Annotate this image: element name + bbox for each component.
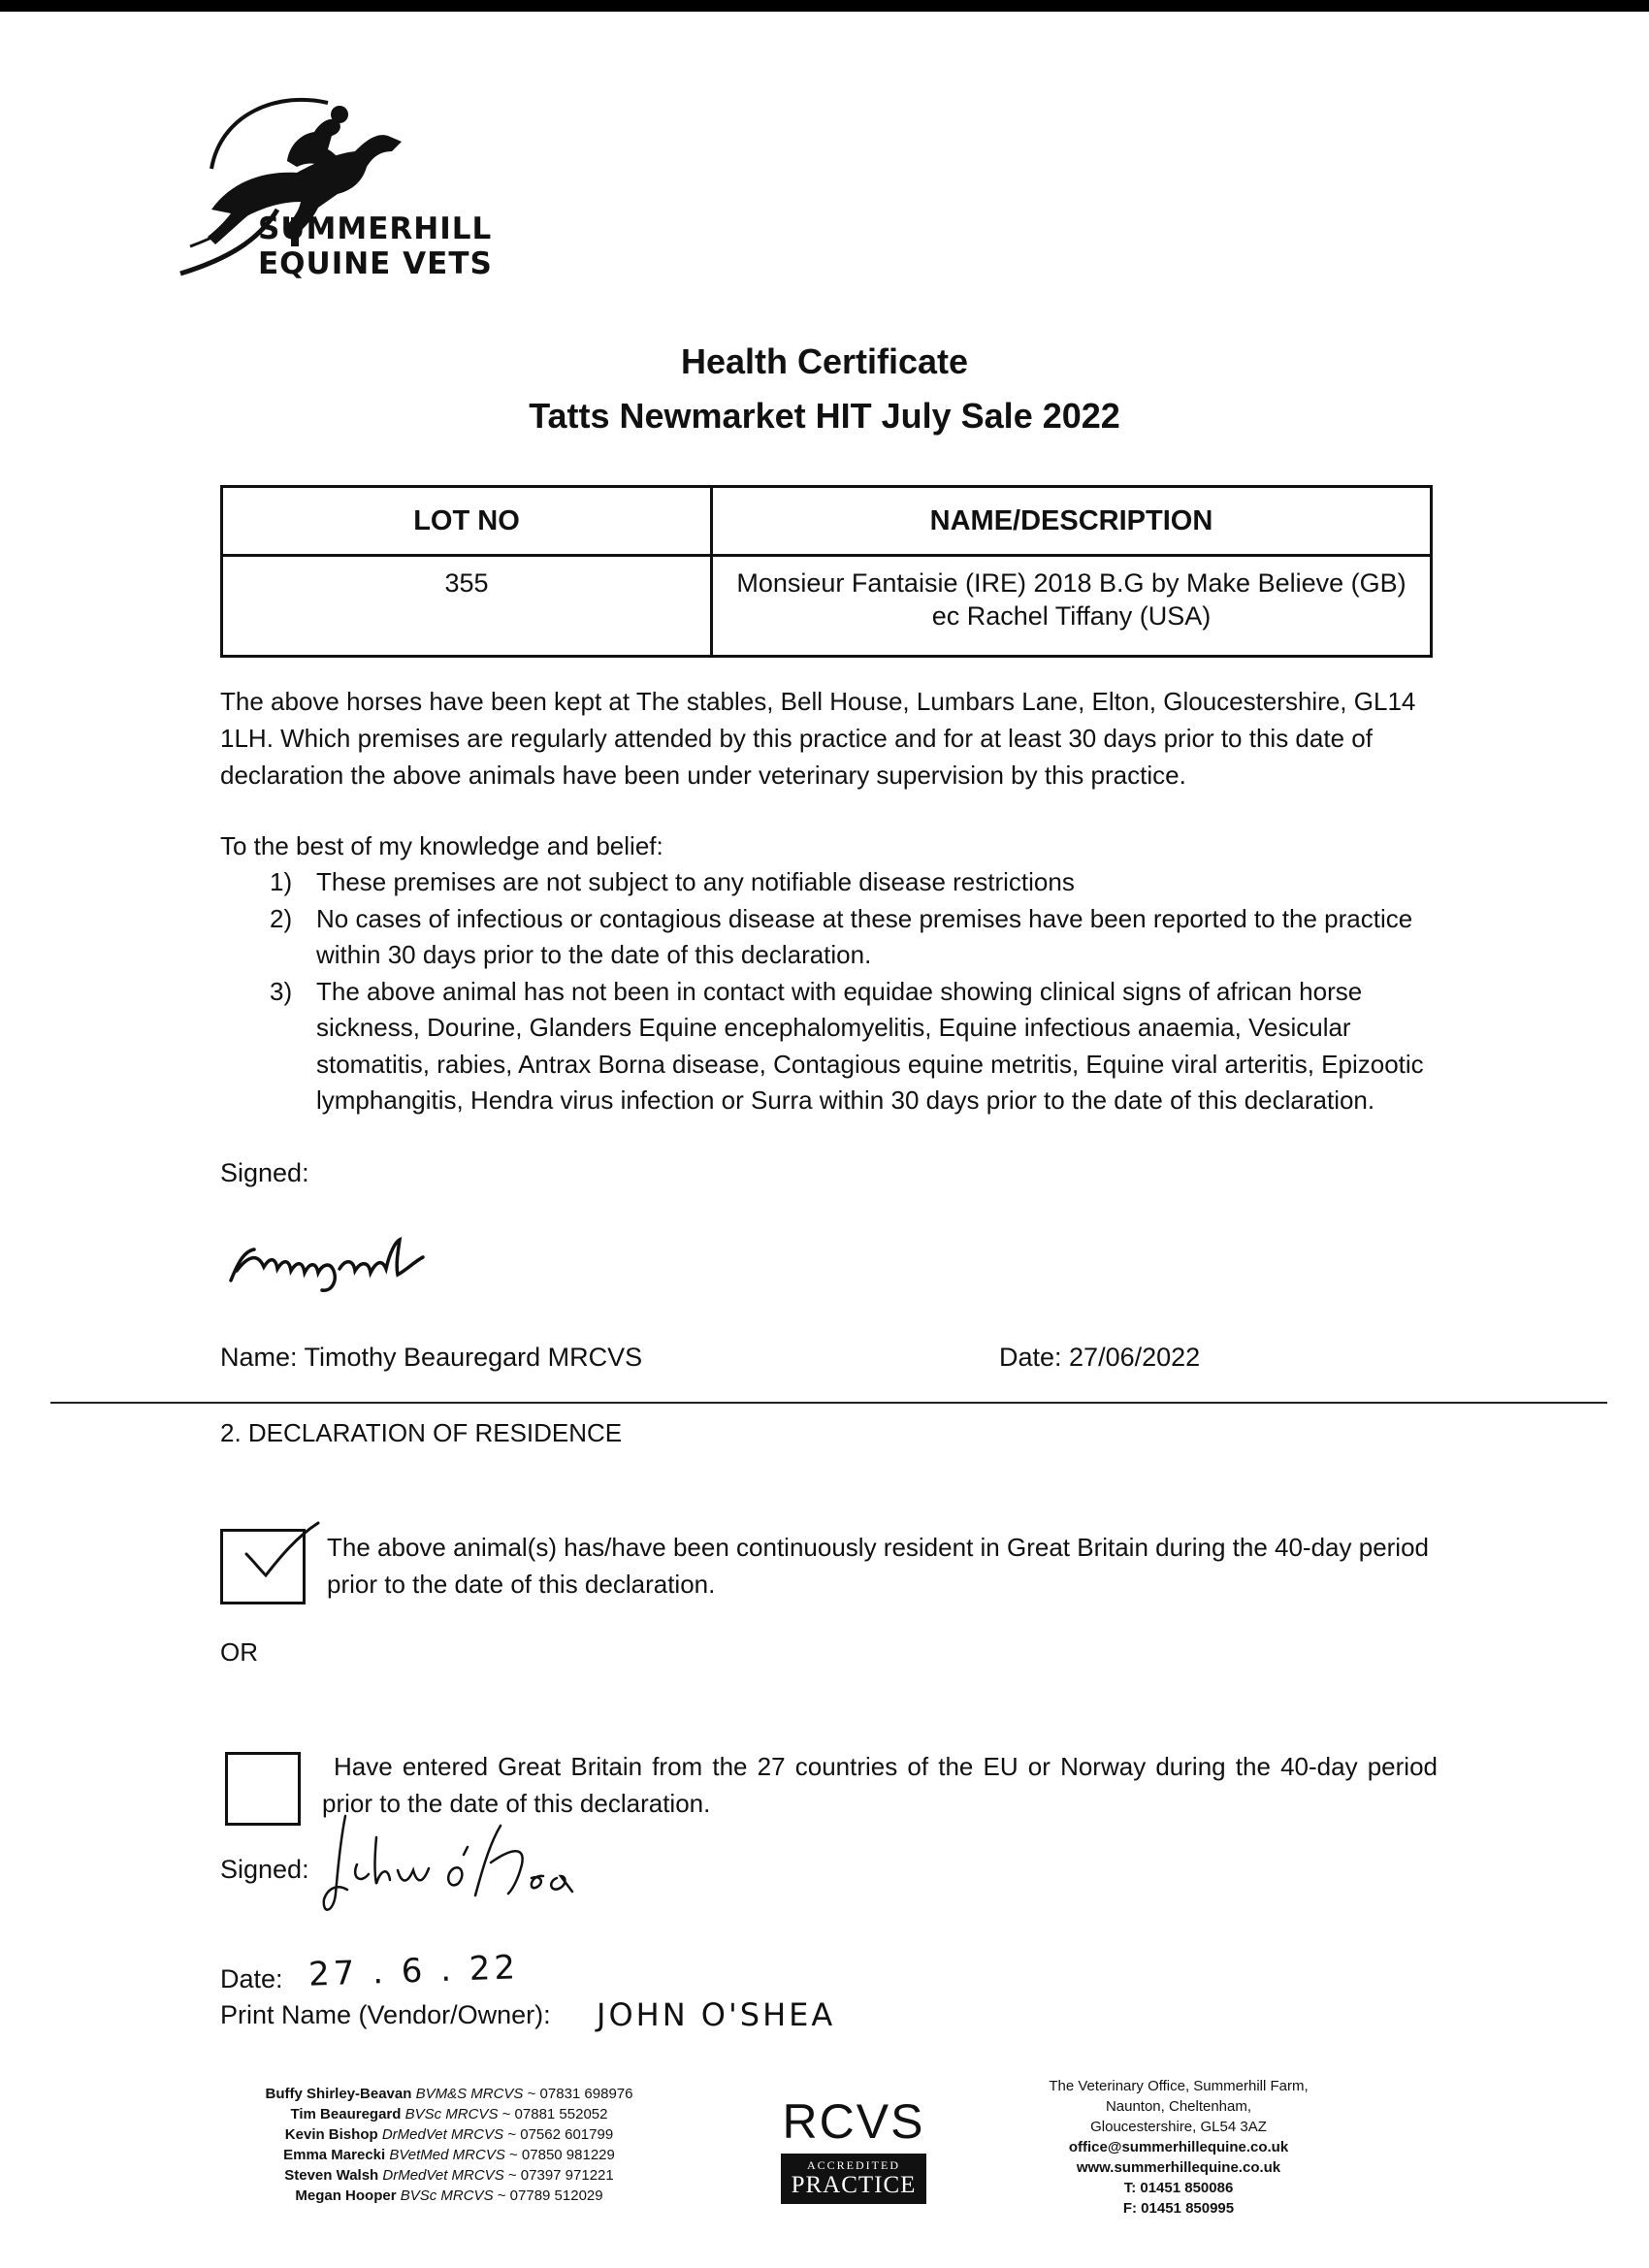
owner-signature [318, 1806, 629, 1923]
list-item: Buffy Shirley-Beavan BVM&S MRCVS ~ 07831 698976 [265, 2086, 633, 2102]
owner-date-value: 27 . 6 . 22 [307, 1948, 520, 1994]
office-email: office@summerhillequine.co.uk [1068, 2139, 1289, 2155]
condition-number: 1) [270, 867, 293, 896]
check-mark-icon [229, 1519, 326, 1597]
list-item: Megan Hooper BVSc MRCVS ~ 07789 512029 [295, 2187, 603, 2204]
rcvs-practice-text: PRACTICE [791, 2172, 917, 2198]
office-fax: F: 01451 850995 [1122, 2200, 1235, 2217]
name-description-header: NAME/DESCRIPTION [712, 487, 1432, 556]
office-phone: T: 01451 850086 [1123, 2180, 1234, 2196]
vet-name: Name: Timothy Beauregard MRCVS [220, 1343, 643, 1372]
resident-gb-option-text: The above animal(s) has/have been continuously resident in Great Britain during the 40-day period prior to the date of this declaration. [327, 1533, 1430, 1599]
lot-number-cell: 355 [222, 556, 712, 657]
practice-logo [173, 93, 502, 287]
or-label: OR [220, 1637, 258, 1667]
logo-line-1: SUMMERHILL [258, 211, 493, 246]
list-item: Kevin Bishop DrMedVet MRCVS ~ 07562 601799 [284, 2126, 614, 2143]
list-item [262, 974, 1455, 1119]
owner-signed-label: Signed: [220, 1855, 309, 1884]
condition-text: The above animal has not been in contact with equidae showing clinical signs of african horse sickness, Dourine, Glanders Equine encephalomyelitis, Equine infectious anaemia, Vesicular stomatitis, rabies, Antrax Borna disease, Contagious equine metritis, Equine viral arteritis, Epizootic lymphangitis, Hendra virus infection or Surra within 30 days prior to the date of this declaration. [316, 976, 1424, 1115]
premises-statement: The above horses have been kept at The stables, Bell House, Lumbars Lane, Elton, Gloucestershire, GL14 1LH. Which premises are regularly attended by this practice and for at least 30 days prior to this date of declaration the above animals have been under veterinary supervision by this practice. [220, 687, 1416, 790]
belief-intro: To the best of my knowledge and belief: [220, 831, 663, 860]
section-divider [50, 1402, 1607, 1404]
staff-list [221, 2084, 677, 2206]
rcvs-accredited-logo [776, 2093, 931, 2205]
table-row [222, 556, 1432, 657]
vet-date: Date: 27/06/2022 [999, 1343, 1201, 1372]
list-item: Emma Marecki BVetMed MRCVS ~ 07850 981229 [283, 2147, 615, 2163]
list-item [262, 864, 1455, 901]
condition-number: 3) [270, 976, 293, 1006]
address-line: Naunton, Cheltenham, [1105, 2098, 1252, 2115]
description-cell [712, 556, 1432, 657]
list-item: Tim Beauregard BVSc MRCVS ~ 07881 552052 [290, 2106, 608, 2122]
address-line: The Veterinary Office, Summerhill Farm, [1049, 2078, 1309, 2094]
entered-gb-option-text: Have entered Great Britain from the 27 countries of the EU or Norway during the 40-day period prior to the date of this declaration. [322, 1752, 1438, 1818]
vet-signature [225, 1232, 429, 1300]
condition-number: 2) [270, 903, 293, 933]
list-item [262, 901, 1455, 974]
address-line: Gloucestershire, GL54 3AZ [1090, 2119, 1267, 2135]
rcvs-badge [781, 2154, 926, 2204]
office-address [1009, 2076, 1348, 2219]
office-website: www.summerhillequine.co.uk [1076, 2159, 1281, 2176]
print-name-value: JOHN O'SHEA [597, 1996, 836, 2033]
condition-text: These premises are not subject to any notifiable disease restrictions [316, 867, 1075, 896]
logo-line-2: EQUINE VETS [258, 246, 493, 281]
lot-no-header: LOT NO [222, 487, 712, 556]
condition-text: No cases of infectious or contagious disease at these premises have been reported to the practice within 30 days prior to the date of this declaration. [316, 903, 1413, 969]
owner-date-label: Date: [220, 1964, 283, 1993]
declaration-title: 2. DECLARATION OF RESIDENCE [220, 1418, 623, 1447]
rcvs-accredited-text: ACCREDITED [807, 2158, 900, 2172]
document-title: Health Certificate [680, 341, 969, 381]
list-item: Steven Walsh DrMedVet MRCVS ~ 07397 971221 [284, 2167, 614, 2184]
rcvs-wordmark: RCVS [782, 2094, 925, 2149]
table-header-row [222, 487, 1432, 556]
entered-gb-checkbox[interactable] [225, 1752, 301, 1826]
conditions-list [262, 864, 1455, 1119]
document-subtitle: Tatts Newmarket HIT July Sale 2022 [529, 396, 1120, 436]
lot-table [220, 485, 1433, 658]
description-line-2: ec Rachel Tiffany (USA) [931, 601, 1212, 631]
vet-signed-label: Signed: [220, 1158, 309, 1187]
scan-top-border [0, 0, 1649, 12]
print-name-label: Print Name (Vendor/Owner): [220, 2000, 551, 2029]
description-line-1: Monsieur Fantaisie (IRE) 2018 B.G by Make Believe (GB) [736, 568, 1406, 598]
